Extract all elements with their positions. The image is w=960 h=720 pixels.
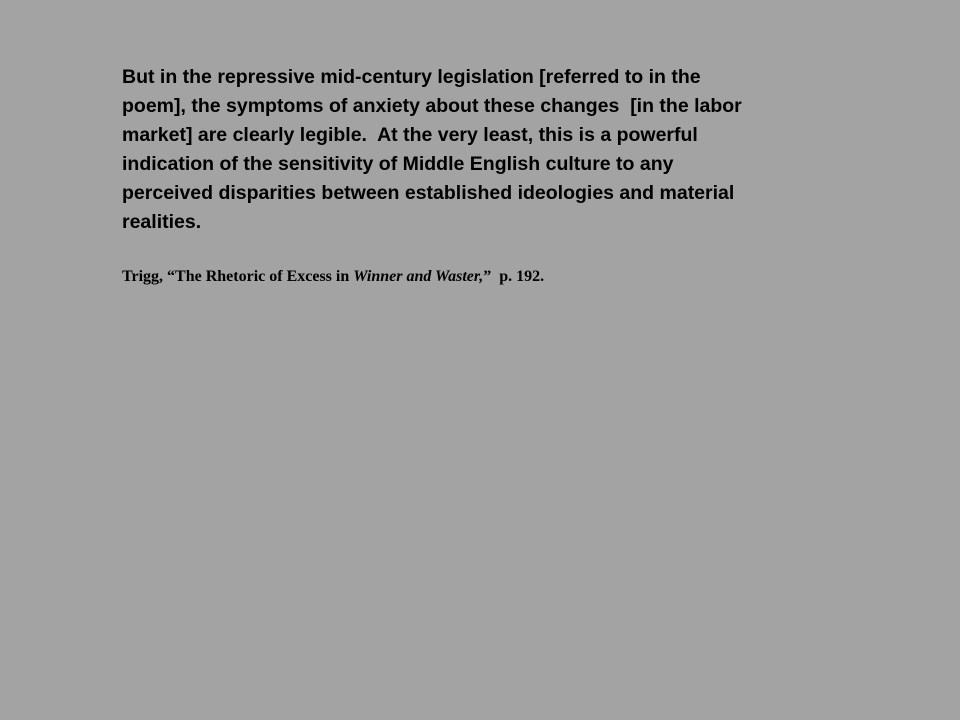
quote-line: realities.	[122, 211, 202, 233]
quote-line: perceived disparities between established ideologies and material	[122, 182, 735, 204]
quote-line: market] are clearly legible. At the very least, this is a powerful	[122, 124, 698, 146]
citation-prefix: Trigg, “The Rhetoric of Excess in	[122, 268, 354, 285]
quote-line: poem], the symptoms of anxiety about these changes [in the labor	[122, 95, 742, 117]
citation-title: Winner and Waster,	[353, 268, 484, 285]
citation	[122, 266, 544, 288]
citation-suffix: ” p. 192.	[483, 268, 545, 285]
quote-text	[122, 63, 822, 237]
quote-line: indication of the sensitivity of Middle English culture to any	[122, 153, 674, 175]
quote-line: But in the repressive mid-century legislation [referred to in the	[122, 66, 701, 88]
